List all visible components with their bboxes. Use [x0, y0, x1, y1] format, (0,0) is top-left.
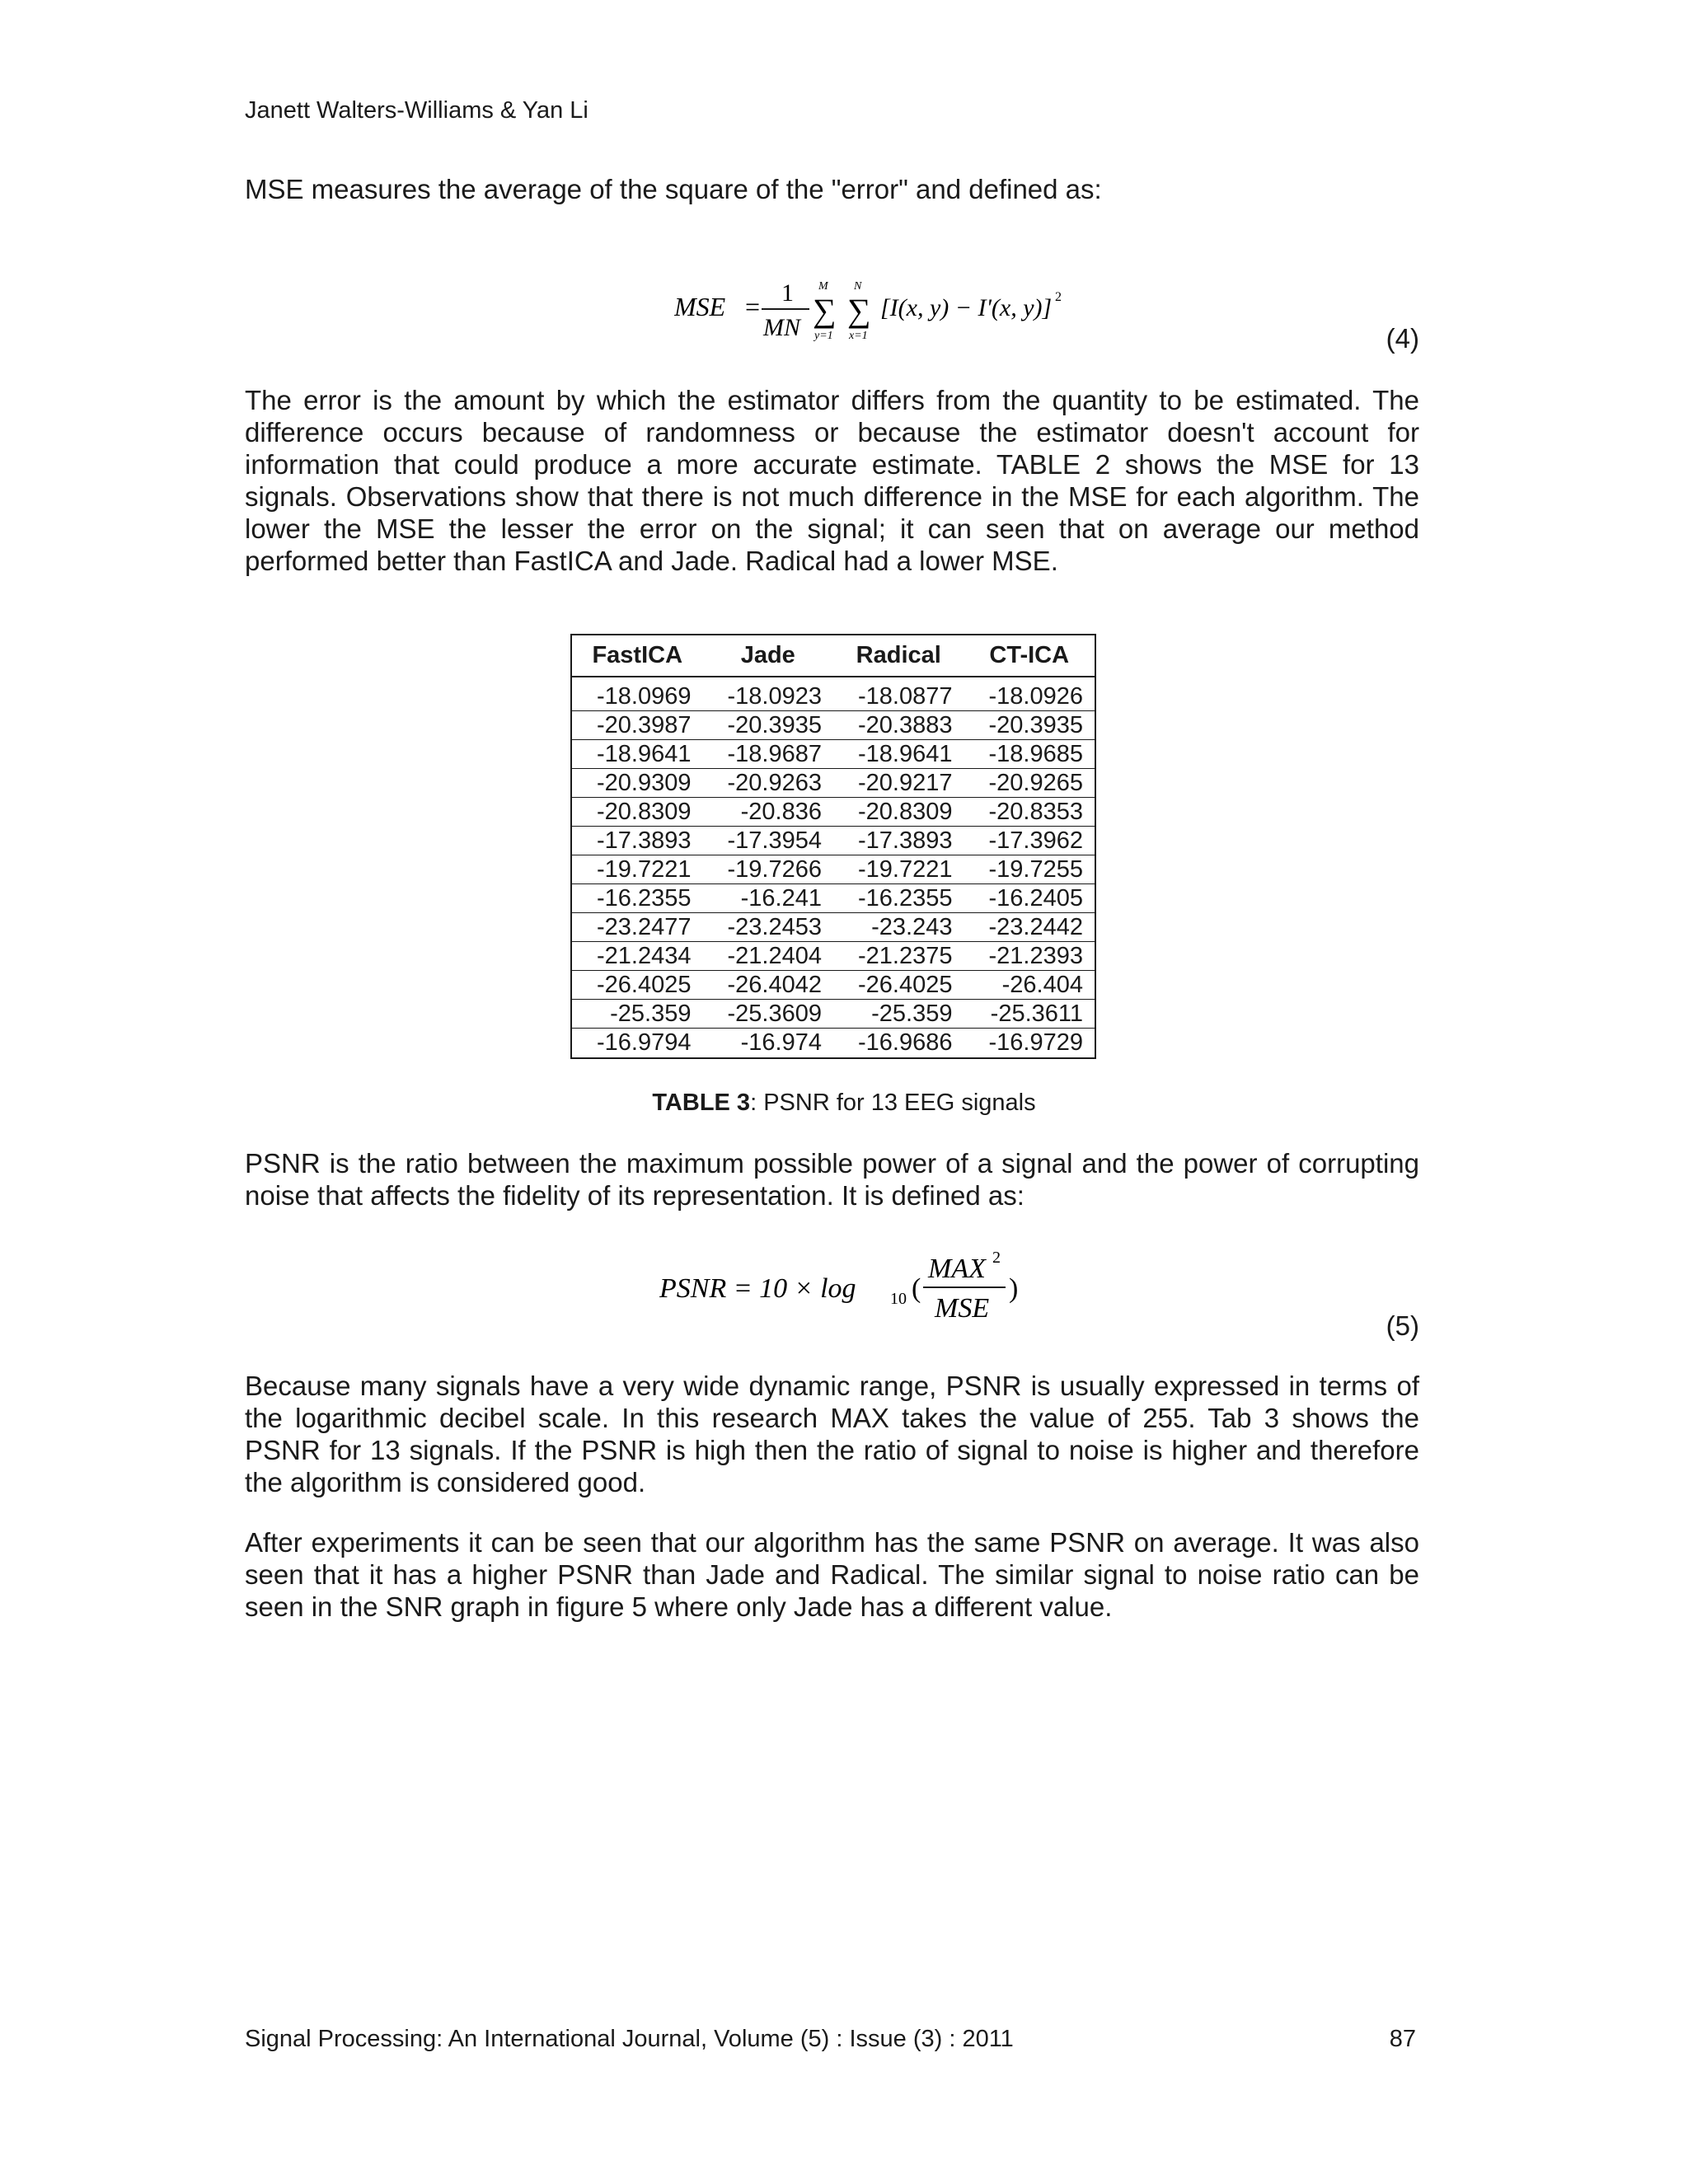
psnr-table [572, 635, 1095, 1057]
table-row [572, 677, 1095, 711]
table-cell: -21.2393 [964, 942, 1095, 971]
page-number: 87 [1389, 2026, 1416, 2052]
table-cell: -18.9641 [572, 740, 703, 769]
eq4-numerator: 1 [781, 279, 794, 307]
equation-number-5: (5) [1386, 1310, 1419, 1341]
table-caption-text: : PSNR for 13 EEG signals [750, 1090, 1036, 1116]
table-cell: -26.4042 [703, 971, 834, 1000]
table-cell: -17.3962 [964, 827, 1095, 855]
table-cell: -20.3935 [703, 711, 834, 740]
table-cell: -18.0926 [964, 677, 1095, 711]
table-row [572, 971, 1095, 1000]
table-row [572, 913, 1095, 942]
sum-symbol-2: ∑ [847, 292, 871, 329]
mse-equation [674, 276, 1103, 350]
col-radical: Radical [833, 635, 964, 677]
table-header-row [572, 635, 1095, 677]
table-cell: -26.404 [964, 971, 1095, 1000]
svg-text:y=1: y=1 [814, 330, 833, 342]
table-cell: -23.2453 [703, 913, 834, 942]
table-row [572, 942, 1095, 971]
table-cell: -18.9687 [703, 740, 834, 769]
table-cell: -18.0877 [833, 677, 964, 711]
table-cell: -19.7221 [833, 855, 964, 884]
table-cell: -18.9685 [964, 740, 1095, 769]
table-row [572, 798, 1095, 827]
table-cell: -16.241 [703, 884, 834, 913]
table-cell: -18.0969 [572, 677, 703, 711]
error-paragraph: The error is the amount by which the estimator differs from the quantity to be estimated. The difference occurs because of randomness or because the estimator doesn't account for information that could produce a more accurate estimate. TABLE 2 shows the MSE for 13 signals. Observations show that there is not much difference in the MSE for each algorithm. The lower the MSE the lesser the error on the signal; it can seen that on average our method performed better than FastICA and Jade. Radical had a lower MSE. [245, 385, 1419, 576]
mse-intro-text: MSE measures the average of the square of the "error" and defined as: [245, 174, 1102, 204]
table-cell: -23.2477 [572, 913, 703, 942]
eq4-body: [I(x, y) − I'(x, y)] [880, 294, 1053, 321]
table-cell: -23.243 [833, 913, 964, 942]
col-jade: Jade [703, 635, 834, 677]
running-header: Janett Walters-Williams & Yan Li [245, 97, 588, 124]
psnr-paragraph: PSNR is the ratio between the maximum possible power of a signal and the power of corrupting noise that affects the fidelity of its representation. It is defined as: [245, 1148, 1419, 1211]
conclusion-paragraph: After experiments it can be seen that our algorithm has the same PSNR on average. It was also seen that it has a higher PSNR than Jade and Radical. The similar signal to noise ratio can be seen in the SNR graph in figure 5 where only Jade has a different value. [245, 1527, 1419, 1622]
sum-symbol-1: ∑ [813, 292, 837, 329]
eq5-denominator: MSE [935, 1293, 990, 1324]
table-cell: -18.9641 [833, 740, 964, 769]
table-cell: -21.2404 [703, 942, 834, 971]
table-cell: -16.9729 [964, 1029, 1095, 1057]
table-row [572, 769, 1095, 798]
table-cell: -17.3893 [833, 827, 964, 855]
table-cell: -16.2355 [572, 884, 703, 913]
table-cell: -20.9265 [964, 769, 1095, 798]
eq4-lhs: MSE [674, 292, 726, 321]
table-cell: -16.9686 [833, 1029, 964, 1057]
table-cell: -16.2405 [964, 884, 1095, 913]
svg-text:): ) [1009, 1273, 1019, 1304]
col-fastica: FastICA [572, 635, 703, 677]
table-cell: -20.3935 [964, 711, 1095, 740]
svg-text:N: N [854, 280, 862, 293]
table-row [572, 855, 1095, 884]
eq5-lhs: PSNR = 10 × log [659, 1273, 856, 1304]
svg-text:=: = [745, 292, 761, 321]
table-cell: -25.359 [572, 1000, 703, 1029]
table-cell: -21.2434 [572, 942, 703, 971]
table-cell: -16.9794 [572, 1029, 703, 1057]
table-row [572, 711, 1095, 740]
svg-text:(: ( [912, 1273, 921, 1304]
psnr-equation [659, 1244, 1030, 1335]
table-cell: -20.836 [703, 798, 834, 827]
svg-text:2: 2 [1055, 290, 1062, 304]
table-row [572, 1029, 1095, 1057]
table-cell: -20.8353 [964, 798, 1095, 827]
table-row [572, 740, 1095, 769]
table-cell: -20.9217 [833, 769, 964, 798]
table-caption [0, 1090, 1688, 1117]
journal-footer: Signal Processing: An International Journal, Volume (5) : Issue (3) : 2011 [245, 2026, 1014, 2052]
table-cell: -17.3893 [572, 827, 703, 855]
table-cell: -19.7266 [703, 855, 834, 884]
table-cell: -25.359 [833, 1000, 964, 1029]
table-cell: -20.9309 [572, 769, 703, 798]
table-cell: -26.4025 [833, 971, 964, 1000]
table-cell: -20.9263 [703, 769, 834, 798]
table-cell: -25.3609 [703, 1000, 834, 1029]
table-cell: -26.4025 [572, 971, 703, 1000]
svg-text:x=1: x=1 [849, 330, 868, 342]
table-cell: -25.3611 [964, 1000, 1095, 1029]
table-cell: -23.2442 [964, 913, 1095, 942]
table-body [572, 677, 1095, 1057]
table-cell: -17.3954 [703, 827, 834, 855]
eq5-numerator: MAX [928, 1254, 986, 1284]
table-cell: -18.0923 [703, 677, 834, 711]
table-cell: -20.3883 [833, 711, 964, 740]
table-cell: -19.7221 [572, 855, 703, 884]
table-cell: -19.7255 [964, 855, 1095, 884]
equation-number-4: (4) [1386, 323, 1419, 354]
table-cell: -20.8309 [833, 798, 964, 827]
table-cell: -20.3987 [572, 711, 703, 740]
svg-text:M: M [818, 280, 828, 293]
table-cell: -16.974 [703, 1029, 834, 1057]
table-cell: -20.8309 [572, 798, 703, 827]
table-caption-label: TABLE 3 [652, 1090, 751, 1116]
eq4-denominator: MN [763, 314, 800, 341]
table-row [572, 827, 1095, 855]
table-cell: -16.2355 [833, 884, 964, 913]
col-ctica: CT-ICA [964, 635, 1095, 677]
table-row [572, 884, 1095, 913]
svg-text:2: 2 [992, 1249, 1001, 1267]
dynamic-range-paragraph: Because many signals have a very wide dynamic range, PSNR is usually expressed in terms of the logarithmic decibel scale. In this research MAX takes the value of 255. Tab 3 shows the PSNR for 13 signals. If the PSNR is high then the ratio of signal to noise is higher and therefore the algorithm is considered good. [245, 1371, 1419, 1497]
svg-text:10: 10 [890, 1290, 907, 1308]
table-row [572, 1000, 1095, 1029]
table-cell: -21.2375 [833, 942, 964, 971]
